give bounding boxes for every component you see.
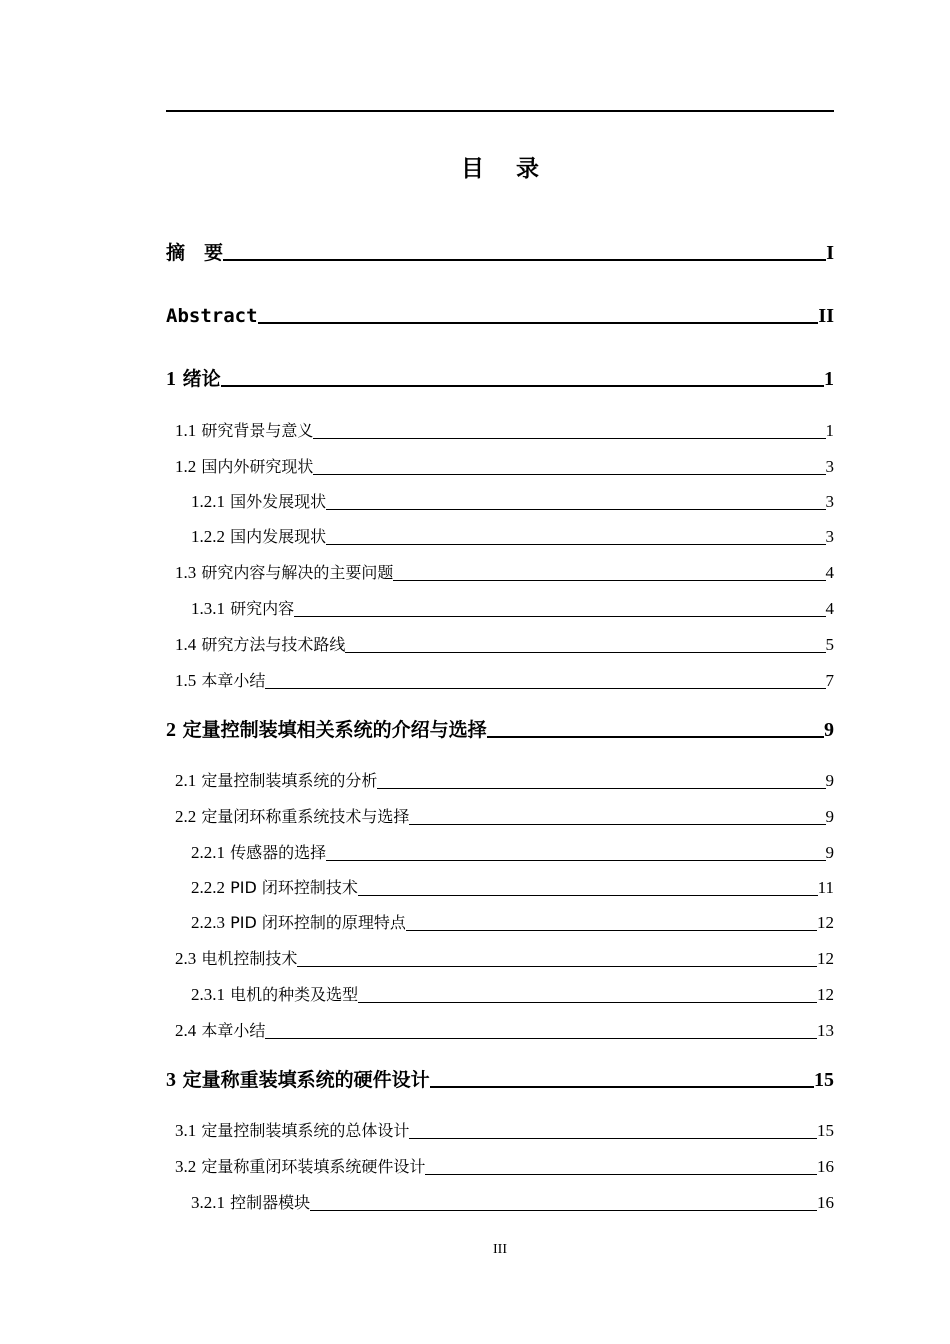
toc-entry-3-2-1[interactable] bbox=[191, 1188, 834, 1218]
toc-entry-text: 定量称重装填系统的硬件设计 bbox=[182, 1069, 430, 1091]
toc-title-char-1: 目 bbox=[461, 156, 484, 182]
toc-leader bbox=[326, 544, 825, 545]
toc-entry-label bbox=[175, 1016, 265, 1046]
toc-entry-page: 1 bbox=[824, 368, 834, 390]
toc-entry-page: 15 bbox=[817, 1121, 834, 1140]
toc-entry-text: 本章小结 bbox=[201, 671, 266, 690]
toc-leader bbox=[409, 824, 825, 825]
toc-entry-page: II bbox=[818, 305, 834, 327]
toc-leader bbox=[221, 385, 824, 387]
toc-entry-page: I bbox=[826, 242, 834, 264]
toc-leader bbox=[406, 930, 817, 931]
toc-entry-text: 研究内容 bbox=[230, 599, 295, 618]
toc-entry-number: 1.2.2 bbox=[191, 527, 225, 546]
toc-entry-text: 绪论 bbox=[182, 368, 221, 390]
toc-entry-number: 1.3.1 bbox=[191, 599, 225, 618]
toc-entry-1-4[interactable] bbox=[175, 630, 834, 660]
toc-entry-page: 5 bbox=[825, 635, 834, 654]
toc-entry-number: 2 bbox=[166, 719, 176, 741]
toc-entry-label bbox=[175, 802, 409, 832]
toc-leader bbox=[310, 1210, 817, 1211]
toc-entry-page: 9 bbox=[825, 843, 834, 862]
toc-entry-1-3-1[interactable] bbox=[191, 594, 834, 624]
toc-entry-1-2[interactable] bbox=[175, 452, 834, 482]
toc-entry-number: 1 bbox=[166, 368, 176, 390]
toc-entry-2-2-2[interactable] bbox=[191, 873, 834, 903]
toc-entry-abstract-en[interactable] bbox=[166, 301, 834, 331]
toc-entry-number: 2.2.3 bbox=[191, 913, 225, 932]
toc-entry-page: 9 bbox=[825, 807, 834, 826]
toc-entry-page: 12 bbox=[817, 985, 834, 1004]
toc-entry-page: 7 bbox=[825, 671, 834, 690]
toc-entry-label bbox=[175, 944, 297, 974]
toc-entry-label bbox=[166, 1065, 430, 1095]
toc-entry-page: 12 bbox=[817, 949, 834, 968]
toc-entry-label bbox=[191, 1188, 310, 1218]
toc-entry-text: 传感器的选择 bbox=[230, 843, 327, 862]
toc-entry-label bbox=[191, 873, 358, 903]
toc-entry-text: 国外发展现状 bbox=[230, 492, 327, 511]
toc-entry-label bbox=[175, 666, 265, 696]
toc-entry-2-4[interactable] bbox=[175, 1016, 834, 1046]
toc-entry-number: 2.2.1 bbox=[191, 843, 225, 862]
toc-leader bbox=[425, 1174, 817, 1175]
toc-entry-label bbox=[191, 522, 326, 552]
toc-entry-1-3[interactable] bbox=[175, 558, 834, 588]
toc-entry-label bbox=[175, 766, 377, 796]
toc-entry-label bbox=[175, 630, 345, 660]
toc-entry-label bbox=[191, 980, 358, 1010]
toc-leader bbox=[326, 509, 825, 510]
toc-entry-text: 研究方法与技术路线 bbox=[201, 635, 346, 654]
toc-entry-text: 电机控制技术 bbox=[201, 949, 298, 968]
toc-entry-3-2[interactable] bbox=[175, 1152, 834, 1182]
toc-entry-2-3[interactable] bbox=[175, 944, 834, 974]
toc-leader bbox=[294, 616, 825, 617]
toc-leader bbox=[297, 966, 817, 967]
toc-entry-text: 电机的种类及选型 bbox=[230, 985, 359, 1004]
toc-entry-number: 3.1 bbox=[175, 1121, 197, 1140]
toc-entry-2-3-1[interactable] bbox=[191, 980, 834, 1010]
toc-entry-1-2-1[interactable] bbox=[191, 487, 834, 517]
toc-entry-page: 3 bbox=[825, 527, 834, 546]
toc-entry-label bbox=[175, 1152, 425, 1182]
toc-leader bbox=[430, 1086, 814, 1088]
toc-title-char-2: 录 bbox=[516, 156, 539, 182]
toc-entry-number: 1.2.1 bbox=[191, 492, 225, 511]
toc-entry-label bbox=[166, 715, 487, 745]
toc-entry-page: 13 bbox=[817, 1021, 834, 1040]
toc-entry-page: 4 bbox=[825, 563, 834, 582]
toc-entry-label bbox=[191, 908, 406, 938]
toc-leader bbox=[258, 322, 819, 324]
toc-entry-number: 2.3.1 bbox=[191, 985, 225, 1004]
toc-entry-page: 3 bbox=[825, 492, 834, 511]
toc-entry-page: 16 bbox=[817, 1193, 834, 1212]
toc-entry-text: 研究内容与解决的主要问题 bbox=[201, 563, 394, 582]
toc-entry-text: 本章小结 bbox=[201, 1021, 266, 1040]
toc-leader bbox=[345, 652, 825, 653]
toc-entry-number: 1.1 bbox=[175, 421, 197, 440]
toc-entry-number: 2.4 bbox=[175, 1021, 197, 1040]
toc-entry-page: 12 bbox=[817, 913, 834, 932]
toc-entry-number: 2.2.2 bbox=[191, 878, 225, 897]
toc-entry-1-5[interactable] bbox=[175, 666, 834, 696]
toc-leader bbox=[358, 1002, 817, 1003]
toc-entry-label bbox=[175, 416, 313, 446]
toc-leader bbox=[223, 259, 826, 261]
toc-entry-1-2-2[interactable] bbox=[191, 522, 834, 552]
toc-entry-label: 摘 要 bbox=[166, 242, 224, 264]
toc-entry-number: 3 bbox=[166, 1069, 176, 1091]
toc-entry-text: 研究背景与意义 bbox=[201, 421, 314, 440]
toc-entry-number: 3.2 bbox=[175, 1157, 197, 1176]
toc-entry-text: PID 闭环控制的原理特点 bbox=[230, 913, 406, 932]
toc-entry-label bbox=[175, 558, 393, 588]
toc-entry-number: 1.3 bbox=[175, 563, 197, 582]
toc-entry-text: PID 闭环控制技术 bbox=[230, 878, 358, 897]
toc-entry-chapter-3[interactable] bbox=[166, 1065, 834, 1095]
toc-leader bbox=[313, 438, 825, 439]
toc-entry-label bbox=[175, 452, 313, 482]
toc-entry-page: 9 bbox=[824, 719, 834, 741]
toc-entry-label bbox=[191, 838, 326, 868]
toc-entry-page: 4 bbox=[825, 599, 834, 618]
page-number: III bbox=[493, 1242, 507, 1257]
toc-entry-2-2-3[interactable] bbox=[191, 908, 834, 938]
toc-leader bbox=[265, 688, 825, 689]
toc-entry-text: 国内外研究现状 bbox=[201, 457, 314, 476]
toc-entry-text: 定量闭环称重系统技术与选择 bbox=[201, 807, 410, 826]
toc-entry-label bbox=[175, 1116, 409, 1146]
toc-entry-text: 定量控制装填相关系统的介绍与选择 bbox=[182, 719, 487, 741]
toc-entry-text: 控制器模块 bbox=[230, 1193, 311, 1212]
toc-entry-text: 定量称重闭环装填系统硬件设计 bbox=[201, 1157, 426, 1176]
toc-entry-page: 9 bbox=[825, 771, 834, 790]
toc-entry-number: 2.2 bbox=[175, 807, 197, 826]
toc-entry-number: 2.1 bbox=[175, 771, 197, 790]
toc-leader bbox=[487, 736, 824, 738]
toc-entry-number: 1.2 bbox=[175, 457, 197, 476]
toc-leader bbox=[313, 474, 825, 475]
toc-leader bbox=[326, 860, 825, 861]
toc-entry-number: 1.5 bbox=[175, 671, 197, 690]
toc-entry-abstract-cn[interactable] bbox=[166, 238, 834, 268]
toc-entry-label bbox=[191, 594, 294, 624]
toc-entry-2-2-1[interactable] bbox=[191, 838, 834, 868]
toc-leader bbox=[409, 1138, 817, 1139]
toc-entry-label bbox=[191, 487, 326, 517]
toc-entry-page: 11 bbox=[817, 878, 834, 897]
toc-entry-chapter-2[interactable] bbox=[166, 715, 834, 745]
toc-leader bbox=[393, 580, 825, 581]
toc-entry-number: 3.2.1 bbox=[191, 1193, 225, 1212]
toc-leader bbox=[265, 1038, 817, 1039]
toc-entry-text: 国内发展现状 bbox=[230, 527, 327, 546]
toc-entry-number: 2.3 bbox=[175, 949, 197, 968]
toc-entry-chapter-1[interactable] bbox=[166, 364, 834, 394]
toc-entry-1-1[interactable] bbox=[175, 416, 834, 446]
toc-entry-page: 3 bbox=[825, 457, 834, 476]
toc-leader bbox=[358, 895, 818, 896]
toc-entry-3-1[interactable] bbox=[175, 1116, 834, 1146]
toc-entry-label bbox=[166, 364, 221, 394]
toc-entry-label: Abstract bbox=[166, 305, 258, 327]
toc-leader bbox=[377, 788, 825, 789]
toc-entry-text: 定量控制装填系统的总体设计 bbox=[201, 1121, 410, 1140]
toc-entry-2-2[interactable] bbox=[175, 802, 834, 832]
toc-entry-page: 15 bbox=[814, 1069, 834, 1091]
toc-entry-page: 16 bbox=[817, 1157, 834, 1176]
toc-entry-number: 1.4 bbox=[175, 635, 197, 654]
toc-entry-text: 定量控制装填系统的分析 bbox=[201, 771, 378, 790]
toc-entry-2-1[interactable] bbox=[175, 766, 834, 796]
toc-entry-page: 1 bbox=[825, 421, 834, 440]
